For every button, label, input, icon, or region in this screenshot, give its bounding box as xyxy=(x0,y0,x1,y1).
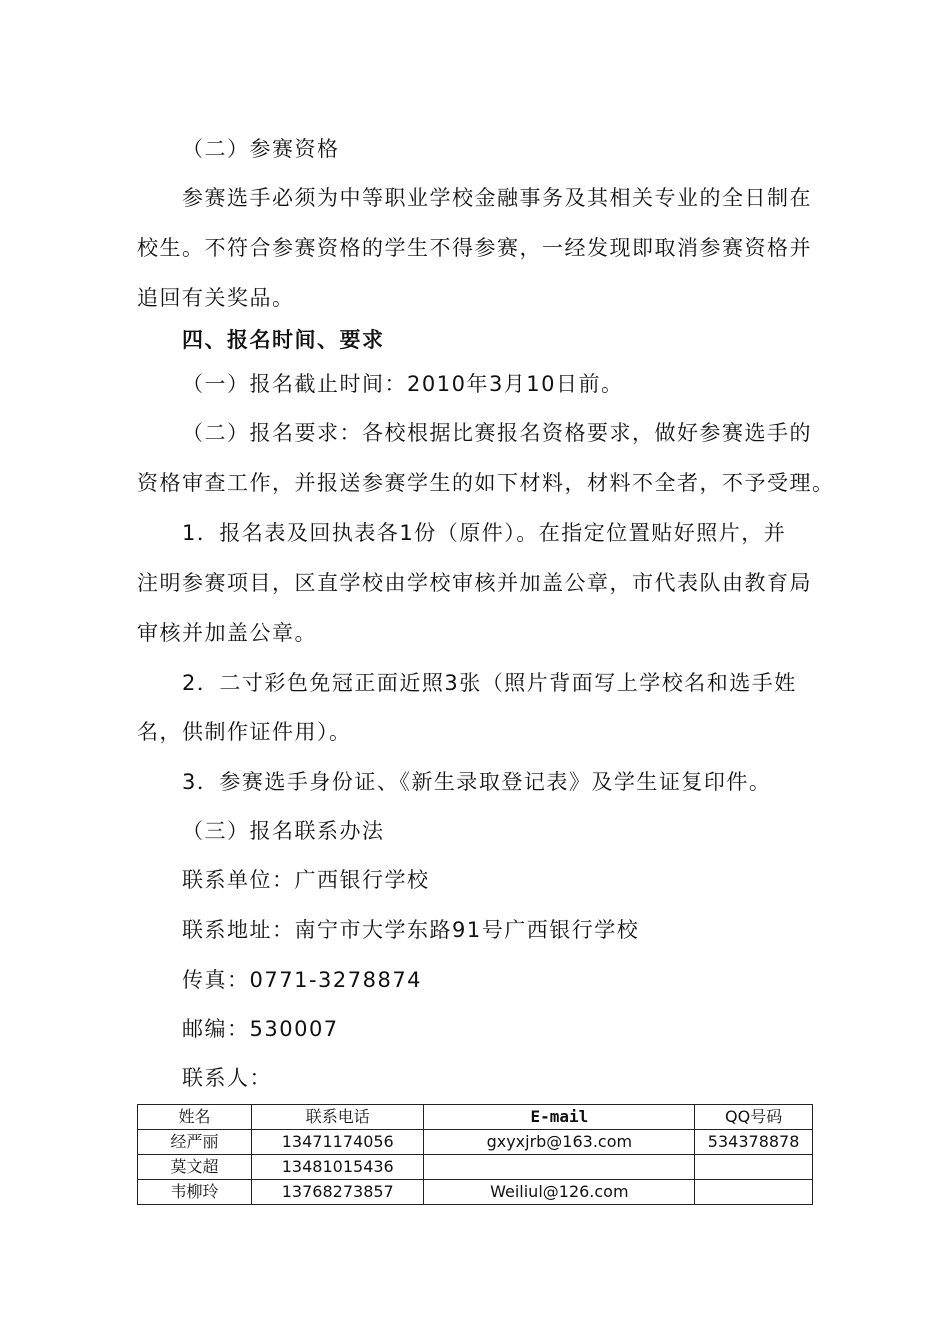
header-name: 姓名 xyxy=(138,1105,252,1130)
table-row xyxy=(138,1180,813,1205)
header-phone: 联系电话 xyxy=(252,1105,424,1130)
header-qq: QQ号码 xyxy=(695,1105,813,1130)
list-item: 1．报名表及回执表各1份（原件）。在指定位置贴好照片，并 xyxy=(182,521,787,545)
cell-name: 经严丽 xyxy=(138,1130,252,1155)
cell-phone: 13768273857 xyxy=(252,1180,424,1205)
contact-address: 联系地址：南宁市大学东路91号广西银行学校 xyxy=(182,918,640,942)
contact-person-label: 联系人： xyxy=(182,1066,272,1090)
contact-fax: 传真：0771-3278874 xyxy=(182,968,423,992)
section-heading-contact: （三）报名联系办法 xyxy=(182,819,385,843)
cell-qq xyxy=(695,1180,813,1205)
list-item: 2．二寸彩色免冠正面近照3张（照片背面写上学校名和选手姓 xyxy=(182,671,797,695)
cell-qq xyxy=(695,1155,813,1180)
cell-email: gxyxjrb@163.com xyxy=(424,1130,695,1155)
cell-name: 韦柳玲 xyxy=(138,1180,252,1205)
cell-qq: 534378878 xyxy=(695,1130,813,1155)
paragraph-line: 名，供制作证件用）。 xyxy=(137,720,352,744)
header-email: E-mail xyxy=(424,1105,695,1130)
cell-email: Weiliul@126.com xyxy=(424,1180,695,1205)
paragraph-line: （二）报名要求：各校根据比赛报名资格要求，做好参赛选手的 xyxy=(182,421,812,445)
paragraph-line: 资格审查工作，并报送参赛学生的如下材料，材料不全者，不予受理。 xyxy=(137,471,835,495)
table-row xyxy=(138,1130,813,1155)
cell-email xyxy=(424,1155,695,1180)
cell-phone: 13471174056 xyxy=(252,1130,424,1155)
paragraph-line: 注明参赛项目，区直学校由学校审核并加盖公章，市代表队由教育局 xyxy=(137,571,812,595)
section-heading-eligibility: （二）参赛资格 xyxy=(182,137,340,161)
table-row xyxy=(138,1155,813,1180)
contact-postcode: 邮编：530007 xyxy=(182,1017,339,1041)
cell-name: 莫文超 xyxy=(138,1155,252,1180)
contacts-table xyxy=(137,1104,813,1205)
cell-phone: 13481015436 xyxy=(252,1155,424,1180)
paragraph-line: 审核并加盖公章。 xyxy=(137,621,317,645)
section-heading-registration: 四、报名时间、要求 xyxy=(182,328,385,352)
paragraph-line: 追回有关奖品。 xyxy=(137,286,295,310)
table-header-row xyxy=(138,1105,813,1130)
paragraph-line: （一）报名截止时间：2010年3月10日前。 xyxy=(182,372,624,396)
paragraph-line: 校生。不符合参赛资格的学生不得参赛，一经发现即取消参赛资格并 xyxy=(137,236,812,260)
list-item: 3．参赛选手身份证、《新生录取登记表》及学生证复印件。 xyxy=(182,770,772,794)
paragraph-line: 参赛选手必须为中等职业学校金融事务及其相关专业的全日制在 xyxy=(182,186,812,210)
contact-unit: 联系单位：广西银行学校 xyxy=(182,868,430,892)
